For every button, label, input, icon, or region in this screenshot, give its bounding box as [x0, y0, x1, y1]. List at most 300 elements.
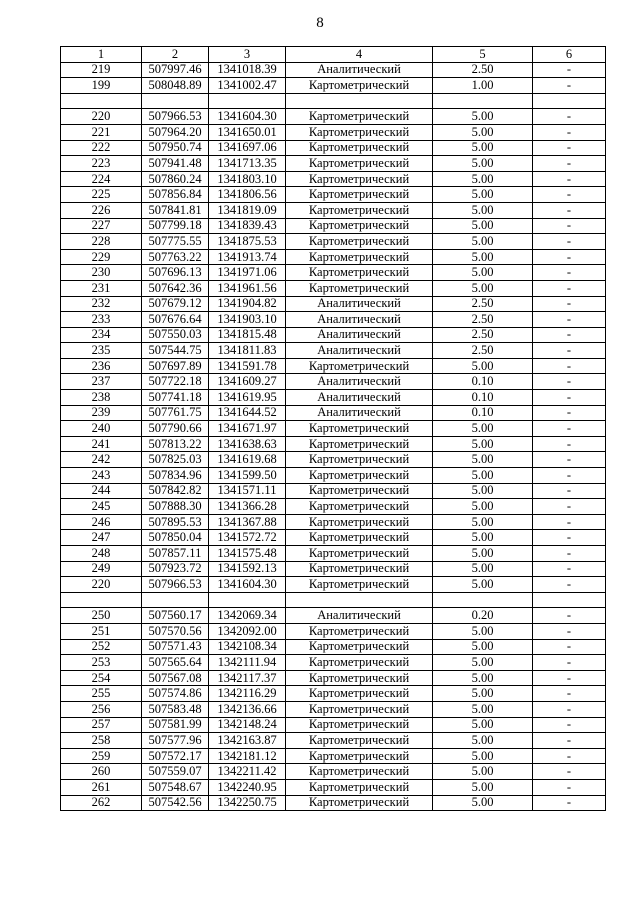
point-number-cell: 226	[61, 202, 142, 218]
y-coordinate-cell: 1341591.78	[209, 358, 286, 374]
table-row	[61, 187, 606, 203]
y-coordinate-cell: 1341697.06	[209, 140, 286, 156]
method-cell: Аналитический	[286, 62, 433, 78]
accuracy-cell: 5.00	[433, 686, 533, 702]
x-coordinate-cell: 507850.04	[142, 530, 209, 546]
note-cell: -	[533, 78, 606, 94]
accuracy-cell: 5.00	[433, 280, 533, 296]
method-cell: Картометрический	[286, 670, 433, 686]
method-cell: Картометрический	[286, 779, 433, 795]
point-number-cell: 220	[61, 577, 142, 593]
method-cell: Картометрический	[286, 530, 433, 546]
y-coordinate-cell: 1341671.97	[209, 421, 286, 437]
accuracy-cell: 5.00	[433, 639, 533, 655]
x-coordinate-cell: 507696.13	[142, 265, 209, 281]
point-number-cell: 258	[61, 733, 142, 749]
table-row	[61, 343, 606, 359]
y-coordinate-cell: 1342211.42	[209, 764, 286, 780]
point-number-cell: 253	[61, 655, 142, 671]
y-coordinate-cell: 1341913.74	[209, 249, 286, 265]
point-number-cell: 247	[61, 530, 142, 546]
accuracy-cell: 5.00	[433, 436, 533, 452]
x-coordinate-cell: 507577.96	[142, 733, 209, 749]
method-cell: Картометрический	[286, 468, 433, 484]
table-row	[61, 499, 606, 515]
point-number-cell: 233	[61, 312, 142, 328]
y-coordinate-cell: 1341903.10	[209, 312, 286, 328]
y-coordinate-cell: 1341002.47	[209, 78, 286, 94]
point-number-cell: 255	[61, 686, 142, 702]
method-cell: Картометрический	[286, 109, 433, 125]
note-cell: -	[533, 124, 606, 140]
accuracy-cell: 5.00	[433, 171, 533, 187]
point-number-cell: 222	[61, 140, 142, 156]
point-number-cell: 245	[61, 499, 142, 515]
method-cell: Картометрический	[286, 140, 433, 156]
y-coordinate-cell: 1342240.95	[209, 779, 286, 795]
point-number-cell: 246	[61, 514, 142, 530]
x-coordinate-cell: 507567.08	[142, 670, 209, 686]
table-row	[61, 514, 606, 530]
accuracy-cell: 2.50	[433, 62, 533, 78]
accuracy-cell: 5.00	[433, 218, 533, 234]
x-coordinate-cell: 507860.24	[142, 171, 209, 187]
y-coordinate-cell: 1342092.00	[209, 623, 286, 639]
point-number-cell: 238	[61, 390, 142, 406]
y-coordinate-cell: 1342116.29	[209, 686, 286, 702]
note-cell: -	[533, 530, 606, 546]
y-coordinate-cell: 1341571.11	[209, 483, 286, 499]
note-cell: -	[533, 701, 606, 717]
x-coordinate-cell: 507950.74	[142, 140, 209, 156]
table-row	[61, 483, 606, 499]
method-cell: Картометрический	[286, 171, 433, 187]
method-cell: Картометрический	[286, 764, 433, 780]
x-coordinate-cell: 507560.17	[142, 608, 209, 624]
column-header: 3	[209, 47, 286, 63]
note-cell: -	[533, 764, 606, 780]
x-coordinate-cell	[142, 93, 209, 109]
note-cell: -	[533, 779, 606, 795]
method-cell: Аналитический	[286, 374, 433, 390]
table-row	[61, 436, 606, 452]
note-cell: -	[533, 140, 606, 156]
table-row	[61, 202, 606, 218]
accuracy-cell: 0.10	[433, 405, 533, 421]
note-cell: -	[533, 280, 606, 296]
table-row	[61, 171, 606, 187]
accuracy-cell	[433, 93, 533, 109]
x-coordinate-cell: 507679.12	[142, 296, 209, 312]
note-cell: -	[533, 733, 606, 749]
x-coordinate-cell: 507572.17	[142, 748, 209, 764]
method-cell: Картометрический	[286, 187, 433, 203]
y-coordinate-cell: 1342108.34	[209, 639, 286, 655]
y-coordinate-cell: 1341018.39	[209, 62, 286, 78]
point-number-cell: 237	[61, 374, 142, 390]
accuracy-cell: 5.00	[433, 109, 533, 125]
method-cell: Аналитический	[286, 296, 433, 312]
accuracy-cell: 5.00	[433, 733, 533, 749]
accuracy-cell: 5.00	[433, 655, 533, 671]
x-coordinate-cell: 507581.99	[142, 717, 209, 733]
point-number-cell: 221	[61, 124, 142, 140]
y-coordinate-cell: 1341806.56	[209, 187, 286, 203]
accuracy-cell: 0.10	[433, 374, 533, 390]
accuracy-cell: 5.00	[433, 530, 533, 546]
point-number-cell: 254	[61, 670, 142, 686]
x-coordinate-cell: 507825.03	[142, 452, 209, 468]
table-row	[61, 390, 606, 406]
x-coordinate-cell	[142, 592, 209, 608]
x-coordinate-cell: 507842.82	[142, 483, 209, 499]
x-coordinate-cell: 507895.53	[142, 514, 209, 530]
accuracy-cell: 5.00	[433, 717, 533, 733]
x-coordinate-cell: 507559.07	[142, 764, 209, 780]
accuracy-cell: 0.10	[433, 390, 533, 406]
y-coordinate-cell: 1341367.88	[209, 514, 286, 530]
point-number-cell: 257	[61, 717, 142, 733]
column-header: 1	[61, 47, 142, 63]
x-coordinate-cell: 507841.81	[142, 202, 209, 218]
x-coordinate-cell: 507799.18	[142, 218, 209, 234]
y-coordinate-cell: 1341650.01	[209, 124, 286, 140]
y-coordinate-cell: 1341604.30	[209, 577, 286, 593]
note-cell: -	[533, 436, 606, 452]
table-row	[61, 78, 606, 94]
table-row	[61, 156, 606, 172]
table-row	[61, 795, 606, 811]
y-coordinate-cell: 1341811.83	[209, 343, 286, 359]
note-cell	[533, 592, 606, 608]
table-row	[61, 592, 606, 608]
note-cell: -	[533, 795, 606, 811]
column-header: 2	[142, 47, 209, 63]
accuracy-cell: 5.00	[433, 156, 533, 172]
point-number-cell: 232	[61, 296, 142, 312]
x-coordinate-cell: 507571.43	[142, 639, 209, 655]
point-number-cell: 248	[61, 546, 142, 562]
accuracy-cell: 5.00	[433, 623, 533, 639]
table-row	[61, 733, 606, 749]
x-coordinate-cell: 507813.22	[142, 436, 209, 452]
x-coordinate-cell: 507570.56	[142, 623, 209, 639]
note-cell: -	[533, 312, 606, 328]
point-number-cell: 223	[61, 156, 142, 172]
note-cell: -	[533, 655, 606, 671]
method-cell: Картометрический	[286, 280, 433, 296]
x-coordinate-cell: 507966.53	[142, 109, 209, 125]
table-row	[61, 701, 606, 717]
point-number-cell	[61, 592, 142, 608]
y-coordinate-cell: 1341961.56	[209, 280, 286, 296]
column-header: 5	[433, 47, 533, 63]
point-number-cell: 252	[61, 639, 142, 655]
page-number: 8	[316, 15, 324, 31]
x-coordinate-cell: 507697.89	[142, 358, 209, 374]
table-row	[61, 265, 606, 281]
x-coordinate-cell: 507923.72	[142, 561, 209, 577]
accuracy-cell: 2.50	[433, 327, 533, 343]
point-number-cell: 220	[61, 109, 142, 125]
table-row	[61, 468, 606, 484]
x-coordinate-cell: 507775.55	[142, 234, 209, 250]
y-coordinate-cell: 1341839.43	[209, 218, 286, 234]
accuracy-cell: 5.00	[433, 779, 533, 795]
point-number-cell: 259	[61, 748, 142, 764]
note-cell: -	[533, 499, 606, 515]
method-cell: Аналитический	[286, 390, 433, 406]
note-cell: -	[533, 358, 606, 374]
y-coordinate-cell: 1341572.72	[209, 530, 286, 546]
y-coordinate-cell: 1341604.30	[209, 109, 286, 125]
y-coordinate-cell: 1342111.94	[209, 655, 286, 671]
method-cell: Картометрический	[286, 701, 433, 717]
table-row	[61, 686, 606, 702]
method-cell: Картометрический	[286, 577, 433, 593]
point-number-cell: 240	[61, 421, 142, 437]
y-coordinate-cell: 1342069.34	[209, 608, 286, 624]
accuracy-cell: 5.00	[433, 249, 533, 265]
note-cell: -	[533, 218, 606, 234]
note-cell	[533, 93, 606, 109]
note-cell: -	[533, 327, 606, 343]
table-row	[61, 234, 606, 250]
note-cell: -	[533, 421, 606, 437]
method-cell: Картометрический	[286, 436, 433, 452]
x-coordinate-cell: 507550.03	[142, 327, 209, 343]
method-cell: Картометрический	[286, 639, 433, 655]
table-row	[61, 717, 606, 733]
accuracy-cell: 5.00	[433, 124, 533, 140]
y-coordinate-cell: 1342117.37	[209, 670, 286, 686]
accuracy-cell: 5.00	[433, 764, 533, 780]
x-coordinate-cell: 507857.11	[142, 546, 209, 562]
y-coordinate-cell	[209, 93, 286, 109]
coordinates-table	[60, 46, 606, 811]
accuracy-cell: 5.00	[433, 577, 533, 593]
table-row	[61, 779, 606, 795]
y-coordinate-cell: 1341638.63	[209, 436, 286, 452]
accuracy-cell: 5.00	[433, 140, 533, 156]
point-number-cell: 261	[61, 779, 142, 795]
accuracy-cell: 5.00	[433, 499, 533, 515]
table-row	[61, 546, 606, 562]
method-cell: Картометрический	[286, 733, 433, 749]
point-number-cell: 235	[61, 343, 142, 359]
table-row	[61, 577, 606, 593]
note-cell: -	[533, 452, 606, 468]
method-cell: Картометрический	[286, 156, 433, 172]
table-row	[61, 62, 606, 78]
point-number-cell: 225	[61, 187, 142, 203]
x-coordinate-cell: 507941.48	[142, 156, 209, 172]
point-number-cell: 256	[61, 701, 142, 717]
point-number-cell: 236	[61, 358, 142, 374]
method-cell: Картометрический	[286, 358, 433, 374]
point-number-cell: 199	[61, 78, 142, 94]
accuracy-cell: 5.00	[433, 202, 533, 218]
point-number-cell: 228	[61, 234, 142, 250]
method-cell: Аналитический	[286, 608, 433, 624]
note-cell: -	[533, 405, 606, 421]
table-row	[61, 405, 606, 421]
x-coordinate-cell: 507741.18	[142, 390, 209, 406]
table-row	[61, 561, 606, 577]
table-row	[61, 280, 606, 296]
x-coordinate-cell: 507722.18	[142, 374, 209, 390]
table-row	[61, 670, 606, 686]
accuracy-cell: 1.00	[433, 78, 533, 94]
point-number-cell: 262	[61, 795, 142, 811]
table-row	[61, 655, 606, 671]
table-row	[61, 218, 606, 234]
table-row	[61, 358, 606, 374]
note-cell: -	[533, 577, 606, 593]
table-row	[61, 109, 606, 125]
note-cell: -	[533, 249, 606, 265]
point-number-cell	[61, 93, 142, 109]
accuracy-cell: 5.00	[433, 701, 533, 717]
y-coordinate-cell: 1342163.87	[209, 733, 286, 749]
x-coordinate-cell: 507542.56	[142, 795, 209, 811]
y-coordinate-cell: 1341366.28	[209, 499, 286, 515]
note-cell: -	[533, 156, 606, 172]
accuracy-cell: 5.00	[433, 795, 533, 811]
note-cell: -	[533, 514, 606, 530]
table-row	[61, 140, 606, 156]
x-coordinate-cell: 508048.89	[142, 78, 209, 94]
table-row	[61, 124, 606, 140]
point-number-cell: 229	[61, 249, 142, 265]
y-coordinate-cell: 1341803.10	[209, 171, 286, 187]
point-number-cell: 231	[61, 280, 142, 296]
x-coordinate-cell: 507583.48	[142, 701, 209, 717]
note-cell: -	[533, 686, 606, 702]
accuracy-cell: 5.00	[433, 748, 533, 764]
note-cell: -	[533, 717, 606, 733]
note-cell: -	[533, 202, 606, 218]
note-cell: -	[533, 187, 606, 203]
x-coordinate-cell: 507565.64	[142, 655, 209, 671]
accuracy-cell: 5.00	[433, 265, 533, 281]
x-coordinate-cell: 507964.20	[142, 124, 209, 140]
method-cell: Аналитический	[286, 343, 433, 359]
method-cell: Картометрический	[286, 717, 433, 733]
method-cell: Картометрический	[286, 218, 433, 234]
table-row	[61, 608, 606, 624]
accuracy-cell: 2.50	[433, 343, 533, 359]
note-cell: -	[533, 296, 606, 312]
x-coordinate-cell: 507856.84	[142, 187, 209, 203]
accuracy-cell: 5.00	[433, 468, 533, 484]
note-cell: -	[533, 670, 606, 686]
x-coordinate-cell: 507966.53	[142, 577, 209, 593]
y-coordinate-cell: 1341644.52	[209, 405, 286, 421]
method-cell: Картометрический	[286, 795, 433, 811]
accuracy-cell: 5.00	[433, 514, 533, 530]
accuracy-cell: 0.20	[433, 608, 533, 624]
y-coordinate-cell: 1342181.12	[209, 748, 286, 764]
accuracy-cell: 5.00	[433, 483, 533, 499]
point-number-cell: 244	[61, 483, 142, 499]
accuracy-cell: 2.50	[433, 296, 533, 312]
table-row	[61, 530, 606, 546]
x-coordinate-cell: 507544.75	[142, 343, 209, 359]
x-coordinate-cell: 507642.36	[142, 280, 209, 296]
table-header-row	[61, 47, 606, 63]
x-coordinate-cell: 507763.22	[142, 249, 209, 265]
table-row	[61, 639, 606, 655]
note-cell: -	[533, 62, 606, 78]
point-number-cell: 249	[61, 561, 142, 577]
accuracy-cell: 5.00	[433, 358, 533, 374]
y-coordinate-cell: 1341619.68	[209, 452, 286, 468]
accuracy-cell: 2.50	[433, 312, 533, 328]
note-cell: -	[533, 109, 606, 125]
y-coordinate-cell	[209, 592, 286, 608]
note-cell: -	[533, 374, 606, 390]
note-cell: -	[533, 748, 606, 764]
method-cell: Аналитический	[286, 327, 433, 343]
y-coordinate-cell: 1342136.66	[209, 701, 286, 717]
point-number-cell: 230	[61, 265, 142, 281]
point-number-cell: 219	[61, 62, 142, 78]
method-cell: Картометрический	[286, 514, 433, 530]
method-cell: Картометрический	[286, 78, 433, 94]
method-cell	[286, 93, 433, 109]
table-row	[61, 249, 606, 265]
point-number-cell: 234	[61, 327, 142, 343]
method-cell: Картометрический	[286, 249, 433, 265]
column-header: 6	[533, 47, 606, 63]
method-cell: Картометрический	[286, 546, 433, 562]
y-coordinate-cell: 1341713.35	[209, 156, 286, 172]
table-row	[61, 748, 606, 764]
point-number-cell: 242	[61, 452, 142, 468]
accuracy-cell: 5.00	[433, 452, 533, 468]
note-cell: -	[533, 483, 606, 499]
x-coordinate-cell: 507676.64	[142, 312, 209, 328]
table-row	[61, 312, 606, 328]
method-cell: Картометрический	[286, 561, 433, 577]
point-number-cell: 239	[61, 405, 142, 421]
y-coordinate-cell: 1342148.24	[209, 717, 286, 733]
accuracy-cell: 5.00	[433, 546, 533, 562]
method-cell	[286, 592, 433, 608]
y-coordinate-cell: 1341875.53	[209, 234, 286, 250]
method-cell: Картометрический	[286, 234, 433, 250]
table-body	[61, 62, 606, 811]
table-row	[61, 93, 606, 109]
method-cell: Картометрический	[286, 202, 433, 218]
point-number-cell: 260	[61, 764, 142, 780]
table-row	[61, 623, 606, 639]
accuracy-cell: 5.00	[433, 421, 533, 437]
note-cell: -	[533, 623, 606, 639]
point-number-cell: 227	[61, 218, 142, 234]
method-cell: Аналитический	[286, 312, 433, 328]
method-cell: Картометрический	[286, 655, 433, 671]
point-number-cell: 224	[61, 171, 142, 187]
table-row	[61, 764, 606, 780]
method-cell: Картометрический	[286, 623, 433, 639]
method-cell: Картометрический	[286, 124, 433, 140]
note-cell: -	[533, 639, 606, 655]
y-coordinate-cell: 1341599.50	[209, 468, 286, 484]
x-coordinate-cell: 507548.67	[142, 779, 209, 795]
note-cell: -	[533, 343, 606, 359]
